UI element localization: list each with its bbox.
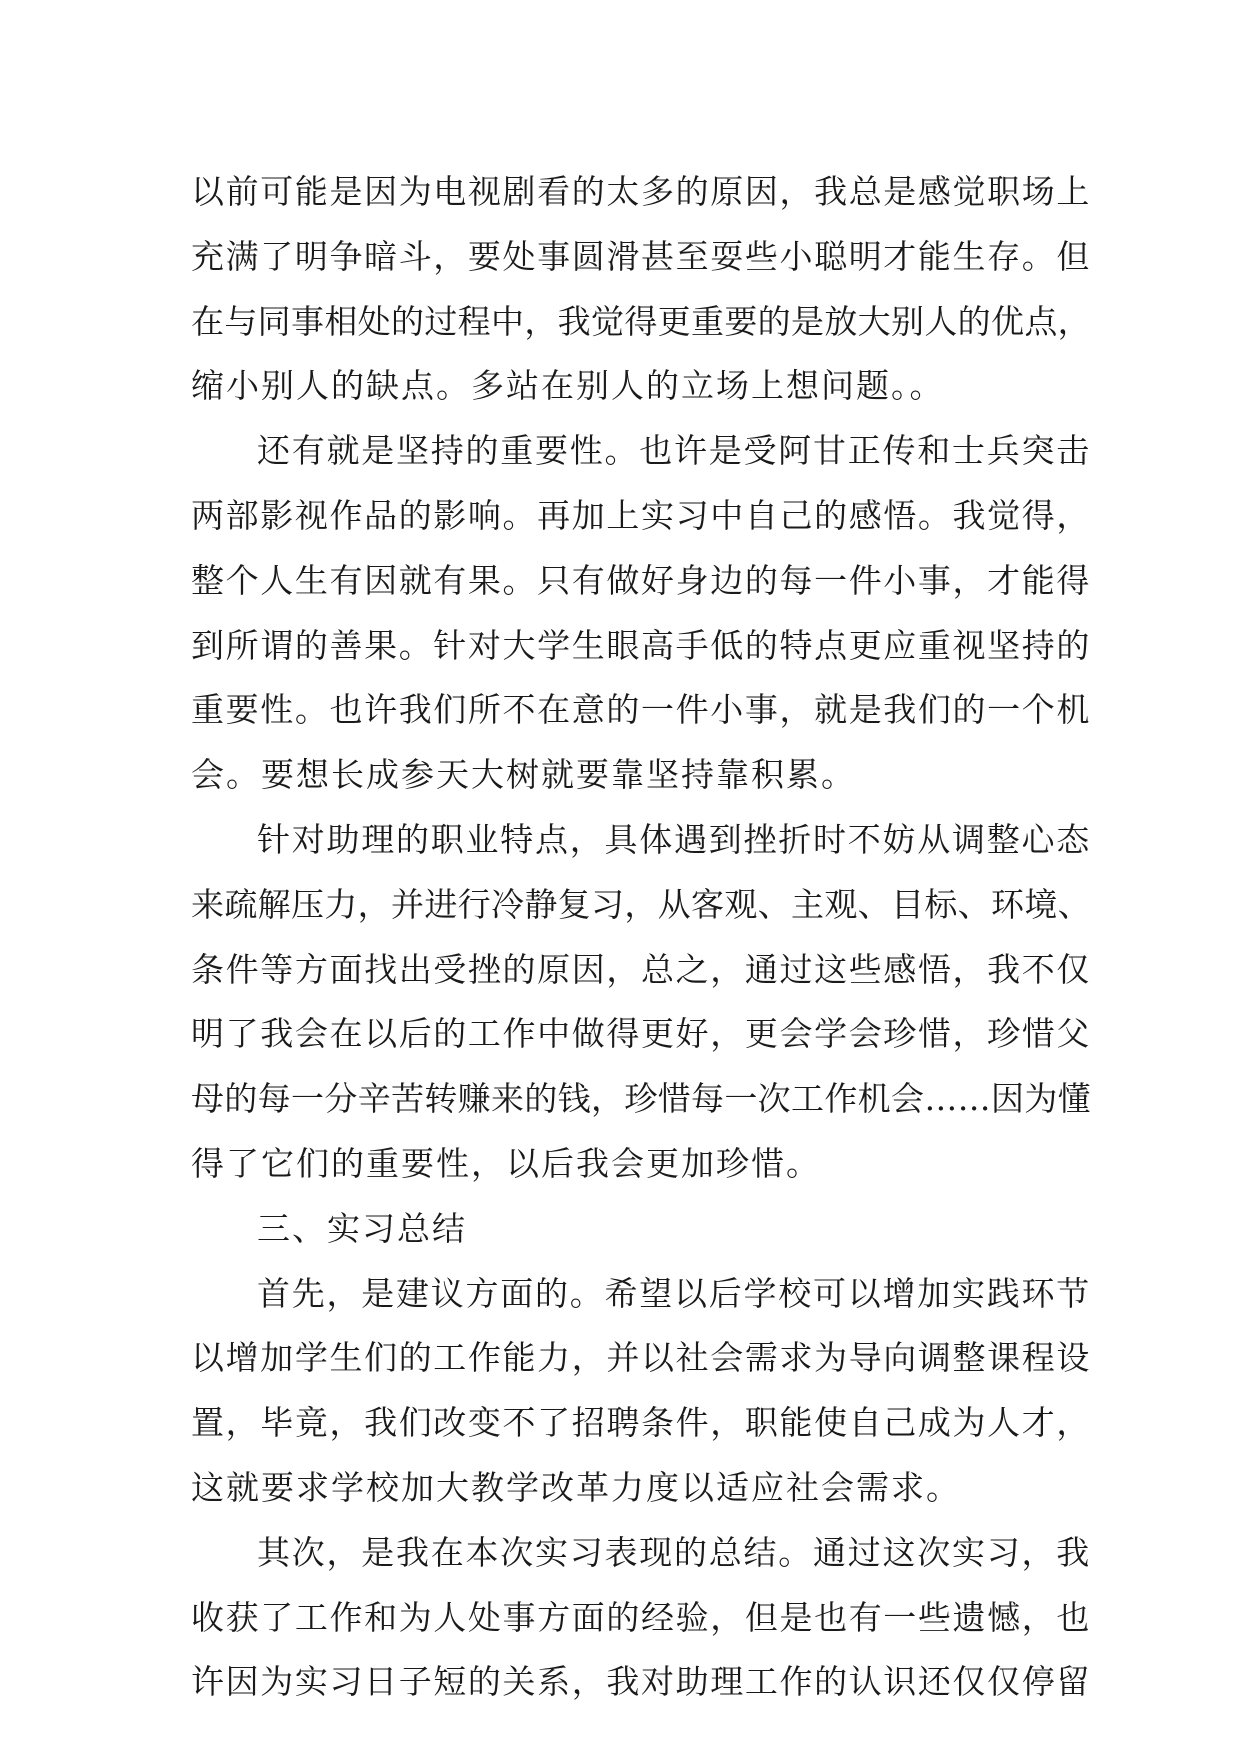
text-line: 母的每一分辛苦转赚来的钱，珍惜每一次工作机会……因为懂 bbox=[191, 1079, 1091, 1119]
text-line: 缩小别人的缺点。多站在别人的立场上想问题。。 bbox=[191, 366, 945, 406]
text-line: 三、实习总结 bbox=[257, 1208, 467, 1248]
text-line: 这就要求学校加大教学改革力度以适应社会需求。 bbox=[191, 1467, 961, 1507]
text-line: 以增加学生们的工作能力，并以社会需求为导向调整课程设 bbox=[191, 1338, 1091, 1378]
text-line: 置，毕竟，我们改变不了招聘条件，职能使自己成为人才， bbox=[191, 1403, 1091, 1443]
text-line: 重要性。也许我们所不在意的一件小事，就是我们的一个机 bbox=[191, 690, 1091, 730]
text-line: 许因为实习日子短的关系，我对助理工作的认识还仅仅停留 bbox=[191, 1662, 1091, 1702]
text-line: 得了它们的重要性，以后我会更加珍惜。 bbox=[191, 1143, 821, 1183]
text-line: 其次，是我在本次实习表现的总结。通过这次实习，我 bbox=[257, 1532, 1091, 1572]
body-text bbox=[191, 160, 1091, 1715]
text-line: 明了我会在以后的工作中做得更好，更会学会珍惜，珍惜父 bbox=[191, 1014, 1091, 1054]
text-line: 到所谓的善果。针对大学生眼高手低的特点更应重视坚持的 bbox=[191, 625, 1091, 665]
text-line: 整个人生有因就有果。只有做好身边的每一件小事，才能得 bbox=[191, 560, 1091, 600]
text-line: 会。要想长成参天大树就要靠坚持靠积累。 bbox=[191, 755, 856, 795]
text-line: 以前可能是因为电视剧看的太多的原因，我总是感觉职场上 bbox=[191, 172, 1091, 211]
text-line: 首先，是建议方面的。希望以后学校可以增加实践环节 bbox=[257, 1273, 1091, 1313]
text-line: 收获了工作和为人处事方面的经验，但是也有一些遗憾，也 bbox=[191, 1597, 1091, 1637]
text-line: 还有就是坚持的重要性。也许是受阿甘正传和士兵突击 bbox=[257, 431, 1091, 471]
text-line: 针对助理的职业特点，具体遇到挫折时不妨从调整心态 bbox=[257, 819, 1091, 859]
text-line: 在与同事相处的过程中，我觉得更重要的是放大别人的优点， bbox=[191, 301, 1091, 341]
text-line: 来疏解压力，并进行冷静复习，从客观、主观、目标、环境、 bbox=[191, 884, 1091, 924]
text-line: 条件等方面找出受挫的原因，总之，通过这些感悟，我不仅 bbox=[191, 949, 1091, 989]
text-line: 两部影视作品的影响。再加上实习中自己的感悟。我觉得， bbox=[191, 495, 1091, 535]
text-line: 充满了明争暗斗，要处事圆滑甚至耍些小聪明才能生存。但 bbox=[191, 236, 1091, 276]
